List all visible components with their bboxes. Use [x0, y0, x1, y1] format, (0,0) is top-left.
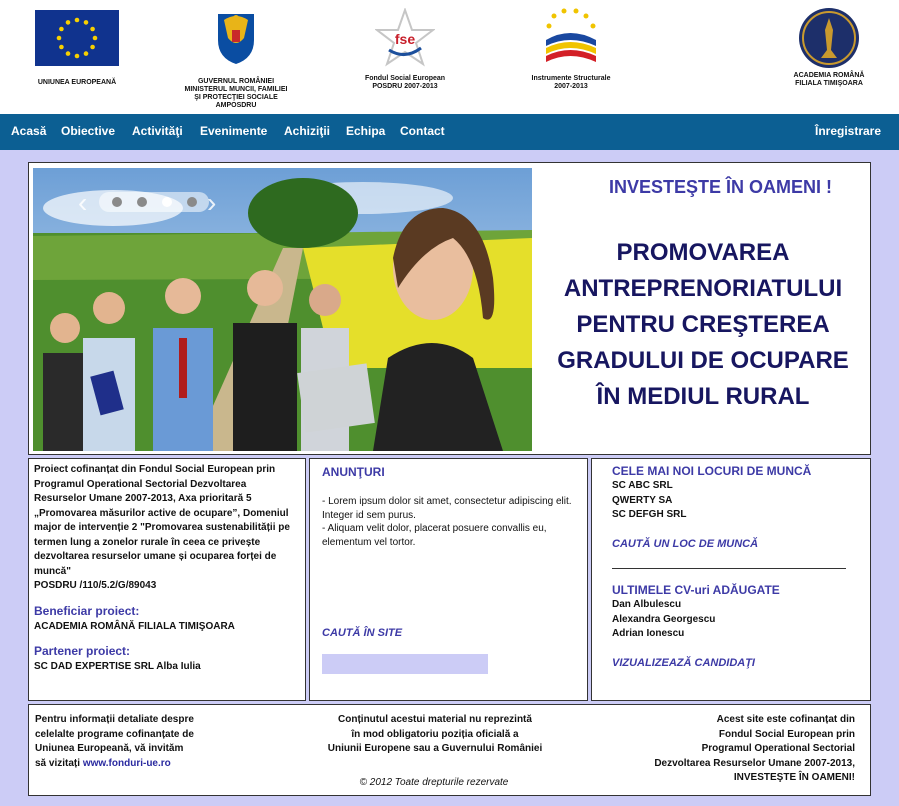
nav-register[interactable]: Înregistrare — [815, 124, 882, 138]
job-item[interactable]: SC ABC SRL — [612, 480, 673, 491]
eu-star — [75, 18, 80, 23]
svg-text:fse: fse — [394, 31, 416, 47]
partner-name: SC DAD EXPERTISE SRL Alba Iulia — [34, 661, 201, 672]
footer-right-line: Programul Operational Sectorial — [701, 743, 855, 754]
footer-center-line: în mod obligatoriu poziția oficială a — [351, 728, 519, 740]
cv-item[interactable]: Alexandra Georgescu — [612, 613, 716, 625]
footer-left-line — [35, 757, 245, 772]
logo-eu-caption: UNIUNEA EUROPEANĂ — [37, 79, 117, 86]
coat-of-arms-icon — [214, 8, 258, 66]
logo-acad-line-2: FILIALA TIMIŞOARA — [795, 80, 863, 87]
logo-fse[interactable] — [352, 8, 458, 91]
slider-dot[interactable] — [187, 197, 197, 207]
hero-slideshow — [33, 168, 532, 451]
hero-banner — [28, 162, 871, 455]
copyright: © 2012 Toate drepturile rezervate — [359, 777, 509, 788]
site-search-label: CAUTĂ ÎN SITE — [322, 627, 403, 639]
footer — [28, 704, 871, 796]
logo-is-line-2: 2007-2013 — [554, 83, 588, 90]
hero-tagline: INVESTEŞTE ÎN OAMENI ! — [609, 177, 833, 197]
hero-photo-business-team — [33, 168, 532, 451]
footer-right-line: Dezvoltarea Resurselor Umane 2007-2013, — [654, 757, 855, 769]
eu-star — [84, 51, 89, 56]
cv-item[interactable]: Dan Albulescu — [612, 599, 682, 610]
logo-fse-line-2: POSDRU 2007-2013 — [372, 83, 438, 90]
nav-objectives[interactable]: Obiective — [61, 124, 116, 138]
logo-eu[interactable] — [34, 10, 120, 87]
logo-gov-line-4: AMPOSDRU — [215, 102, 257, 109]
footer-center-line: Uniunii Europene sau a Guvernului României — [327, 743, 543, 754]
beneficiary-label: Beneficiar proiect: — [34, 603, 140, 618]
footer-center-line: Conținutul acestui material nu reprezintă — [338, 714, 532, 725]
footer-right-line: Fondul Social European prin — [718, 728, 855, 740]
eu-star — [90, 45, 95, 50]
footer-info-left — [35, 713, 245, 771]
logo-gov-line-2: MINISTERUL MUNCII, FAMILIEI — [184, 86, 288, 93]
footer-right-line: INVESTEŞTE ÎN OAMENI! — [733, 772, 855, 783]
logo-is-line-1: Instrumente Structurale — [531, 75, 611, 82]
logo-fse-line-1: Fondul Social European — [364, 75, 446, 82]
footer-cofinancing — [625, 713, 855, 786]
logo-gov-line-3: ŞI PROTECŢIEI SOCIALE — [194, 94, 278, 101]
footer-left-text: să vizitați — [35, 757, 83, 769]
announcements-panel — [309, 458, 588, 701]
logo-acad-line-1: ACADEMIA ROMÂNĂ — [793, 72, 865, 79]
slider-dot[interactable] — [162, 197, 172, 207]
search-jobs-link[interactable]: CAUTĂ UN LOC DE MUNCĂ — [612, 538, 759, 550]
footer-left-line: Pentru informații detaliate despre — [35, 714, 194, 725]
hero-title: PROMOVAREA ANTREPRENORIATULUI PENTRU CREŞTEREA GRADULUI DE OCUPARE ÎN MEDIUL RURAL — [557, 239, 849, 410]
main-nav — [0, 114, 899, 150]
footer-left-line: Uniunea Europeană, vă invităm — [35, 743, 184, 754]
slider-prev-icon: ‹ — [78, 187, 88, 218]
project-code: POSDRU /110/5.2/G/89043 — [34, 580, 157, 591]
job-list — [612, 479, 686, 523]
nav-events[interactable]: Evenimente — [200, 124, 268, 138]
beneficiary-name: ACADEMIA ROMÂNĂ FILIALA TIMIŞOARA — [34, 620, 235, 632]
job-item[interactable]: QWERTY SA — [612, 494, 673, 506]
eu-star — [90, 27, 95, 32]
job-item[interactable]: SC DEFGH SRL — [612, 509, 687, 520]
nav-home[interactable]: Acasă — [11, 124, 47, 138]
structural-instruments-icon — [540, 6, 602, 70]
eu-star — [84, 20, 89, 25]
latest-cvs-title: ULTIMELE CV-uri ADĂUGATE — [612, 583, 780, 597]
slider-next-icon: › — [207, 187, 217, 218]
logo-gov-line-1: GUVERNUL ROMÂNIEI — [197, 78, 275, 85]
logo-structural-instruments[interactable] — [520, 6, 622, 91]
latest-jobs-title: CELE MAI NOI LOCURI DE MUNCĂ — [612, 464, 812, 478]
fse-star-icon — [375, 8, 435, 70]
footer-left-line: celelalte programe cofinanțate de — [35, 728, 194, 740]
project-info-panel — [28, 458, 306, 701]
eu-star — [59, 45, 64, 50]
slider-dot[interactable] — [137, 197, 147, 207]
eu-star — [59, 27, 64, 32]
announcements-title: ANUNŢURI — [322, 465, 385, 479]
announcement-item[interactable]: - Aliquam velit dolor, placerat posuere convallis eu, elementum vel tortor. — [322, 523, 547, 548]
eu-star — [93, 36, 98, 41]
cv-list — [612, 598, 715, 642]
footer-right-line: Acest site este cofinanțat din — [716, 714, 855, 725]
view-candidates-link[interactable]: VIZUALIZEAZĂ CANDIDAŢI — [612, 657, 755, 669]
partner-label: Partener proiect: — [34, 644, 131, 658]
eu-star — [75, 54, 80, 59]
slider-dot[interactable] — [112, 197, 122, 207]
fonduri-ue-link[interactable]: www.fonduri-ue.ro — [82, 757, 171, 769]
cv-item[interactable]: Adrian Ionescu — [612, 628, 685, 639]
section-divider — [612, 568, 846, 569]
footer-disclaimer — [307, 713, 563, 757]
logo-academy[interactable] — [778, 6, 880, 88]
announcement-item[interactable]: - Lorem ipsum dolor sit amet, consectetur adipiscing elit. Integer id sem purus. — [322, 496, 572, 521]
eu-flag-icon — [35, 10, 119, 66]
project-description: Proiect cofinanțat din Fondul Social European prin Programul Operational Sectorial Dezvoltarea Resurselor Umane 2007-2013, Axa prioritară 5 „Promovarea măsurilor active de ocupare”, Domeniul major de intervenție 2 "Promovarea sustenabilității pe termen lung a zonelor rurale în ceea ce privește dezvoltarea resurselor umane și ocuparea forței de muncă" — [34, 464, 290, 577]
eu-star — [57, 36, 62, 41]
logo-header — [0, 0, 899, 114]
eu-star — [66, 51, 71, 56]
nav-procurement[interactable]: Achiziţii — [284, 124, 331, 138]
eu-star — [66, 20, 71, 25]
site-search-input[interactable] — [322, 654, 488, 674]
announcements-list — [322, 495, 584, 549]
jobs-panel — [591, 458, 871, 701]
nav-team[interactable]: Echipa — [346, 124, 386, 138]
nav-activities[interactable]: Activităţi — [132, 124, 183, 138]
logo-government[interactable] — [162, 8, 310, 110]
academy-seal-icon — [797, 6, 861, 70]
nav-contact[interactable]: Contact — [400, 124, 445, 138]
